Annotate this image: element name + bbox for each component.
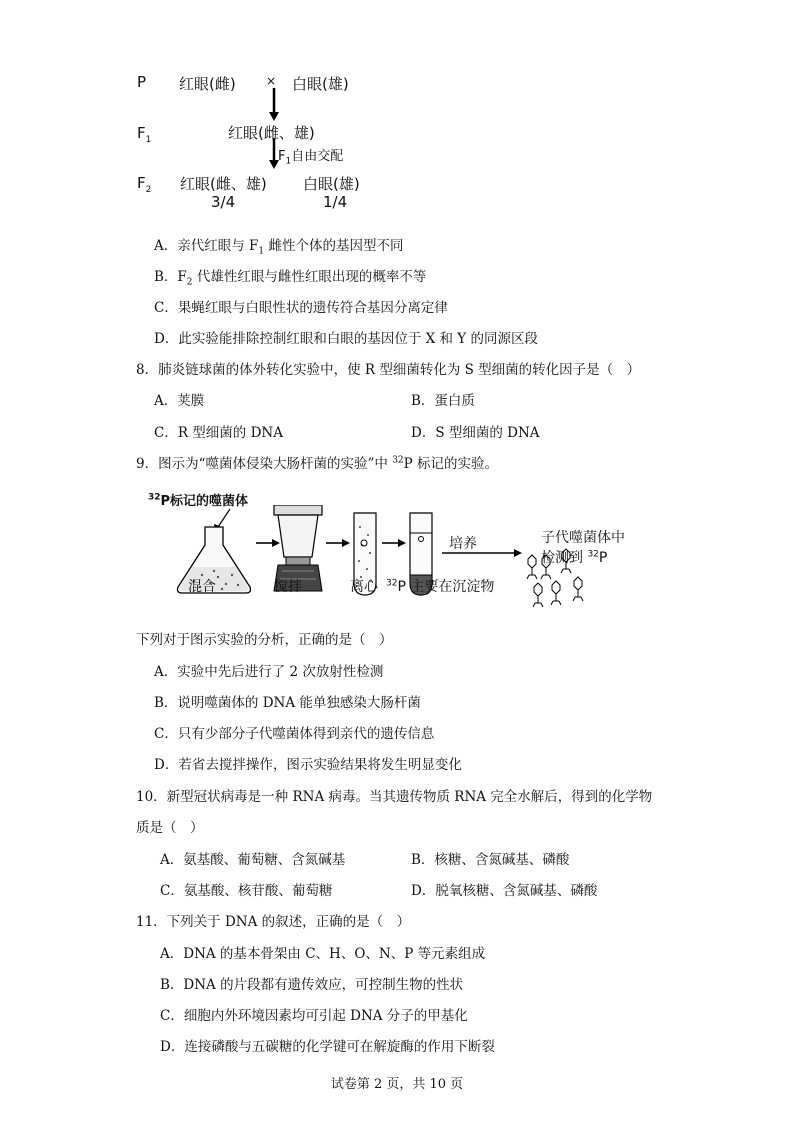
f2-red-eye-ratio: 3/4 <box>211 193 236 211</box>
labeled-phage-label: $^{32}$P标记的噬菌体 <box>148 492 249 509</box>
q10-stem-line1: 10．新型冠状病毒是一种 RNA 病毒。当其遗传物质 RNA 完全水解后，得到的化学物 <box>136 789 653 805</box>
q11-option-c: C．细胞内外环境因素均可引起 DNA 分子的甲基化 <box>160 1008 468 1024</box>
q11-option-b: B．DNA 的片段都有遗传效应，可控制生物的性状 <box>160 977 464 993</box>
offspring-label-line2: 检测到 $^{32}$P <box>541 549 608 566</box>
q9-option-a: A．实验中先后进行了 2 次放射性检测 <box>154 664 384 680</box>
q7-option-b: B．$F_2$ 代雄性红眼与雌性红眼出现的概率不等 <box>154 269 427 288</box>
cross-symbol: × <box>266 74 277 88</box>
q7-option-c: C．果蝇红眼与白眼性状的遗传符合基因分离定律 <box>154 300 448 316</box>
p-generation-label: P <box>137 73 147 91</box>
mix-step-label: 混合 <box>188 579 216 595</box>
q8-stem: 8．肺炎链球菌的体外转化实验中，使 R 型细菌转化为 S 型细菌的转化因子是（ ） <box>136 362 641 378</box>
q9-option-b: B．说明噬菌体的 DNA 能单独感染大肠杆菌 <box>154 695 421 711</box>
page-footer: 试卷第 2 页，共 10 页 <box>330 1077 464 1092</box>
q9-option-d: D．若省去搅拌操作，图示实验结果将发生明显变化 <box>154 757 462 773</box>
p-male-phenotype: 白眼(雄) <box>292 75 349 93</box>
f2-white-eye-phenotype: 白眼(雄) <box>303 175 360 193</box>
f1-self-cross-label: $F_1$自由交配 <box>278 149 344 167</box>
q7-option-a: A．亲代红眼与 $F_1$ 雌性个体的基因型不同 <box>154 238 404 257</box>
f1-phenotype: 红眼(雌、雄) <box>228 124 315 142</box>
f1-generation-label: $F_1$ <box>137 124 152 145</box>
stir-step-label: 搅拌 <box>274 579 302 595</box>
f2-generation-label: $F_2$ <box>137 174 152 195</box>
q8-option-d: D．S 型细菌的 DNA <box>411 425 540 441</box>
q11-option-a: A．DNA 的基本骨架由 C、H、O、N、P 等元素组成 <box>160 946 486 962</box>
offspring-label-line1: 子代噬菌体中 <box>541 530 625 546</box>
q9-stem: 9．图示为“噬菌体侵染大肠杆菌的实验”中 $^{32}$P 标记的实验。 <box>136 455 499 472</box>
f2-white-eye-ratio: 1/4 <box>323 193 348 211</box>
q11-option-d: D．连接磷酸与五碳糖的化学键可在解旋酶的作用下断裂 <box>160 1039 495 1055</box>
q8-option-a: A．荚膜 <box>154 393 205 409</box>
q10-stem-line2: 质是（ ） <box>136 820 204 836</box>
q9-option-c: C．只有少部分子代噬菌体得到亲代的遗传信息 <box>154 726 435 742</box>
p-female-phenotype: 红眼(雌) <box>179 75 236 93</box>
q9-question: 下列对于图示实验的分析，正确的是（ ） <box>136 632 393 648</box>
q8-option-c: C．R 型细菌的 DNA <box>154 425 283 441</box>
q8-option-b: B．蛋白质 <box>411 393 475 409</box>
f2-red-eye-phenotype: 红眼(雌、雄) <box>180 175 267 193</box>
q7-option-d: D．此实验能排除控制红眼和白眼的基因位于 X 和 Y 的同源区段 <box>154 331 539 347</box>
q10-option-a: A．氨基酸、葡萄糖、含氮碱基 <box>160 852 346 868</box>
q10-option-c: C．氨基酸、核苷酸、葡萄糖 <box>160 883 333 899</box>
q10-option-d: D．脱氧核糖、含氮碱基、磷酸 <box>411 883 598 899</box>
q10-option-b: B．核糖、含氮碱基、磷酸 <box>411 852 570 868</box>
q11-stem: 11．下列关于 DNA 的叙述，正确的是（ ） <box>136 914 411 930</box>
culture-label: 培养 <box>449 536 477 552</box>
sediment-label: $^{32}$P 主要在沉淀物 <box>386 578 495 595</box>
centrifuge-step-label: 离心 <box>350 579 378 595</box>
